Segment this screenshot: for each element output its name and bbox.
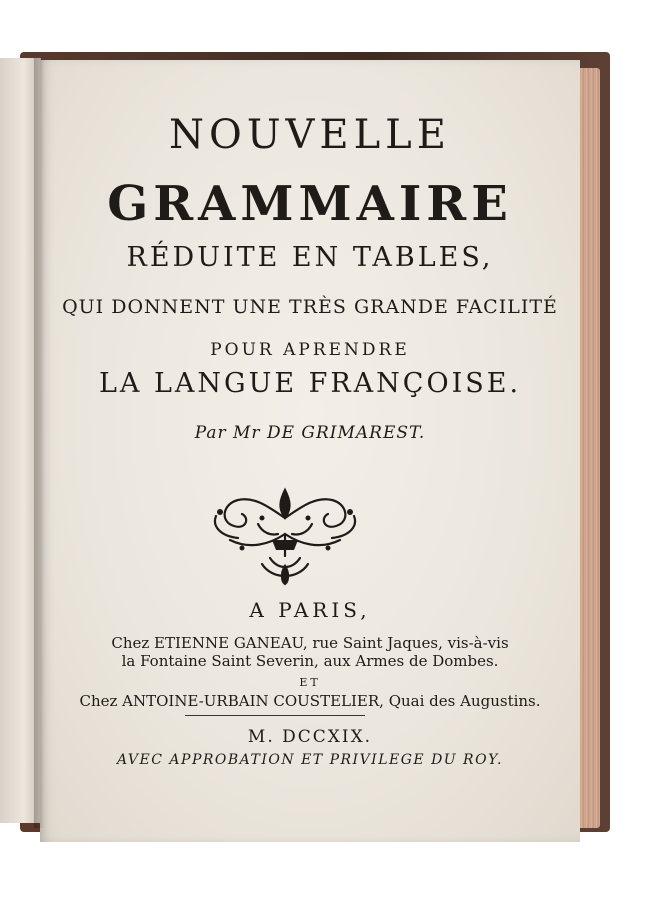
gutter-shadow xyxy=(34,58,44,828)
imprint-printer1-line2: la Fontaine Saint Severin, aux Armes de Dombes. xyxy=(121,652,499,670)
imprint-conjunction: ET xyxy=(299,676,321,689)
title-line-nouvelle: NOUVELLE xyxy=(169,112,451,158)
imprint-printer2: Chez ANTOINE-URBAIN COUSTELIER, Quai des Augustins. xyxy=(79,692,541,710)
floral-vignette-icon xyxy=(200,478,370,588)
imprint-privilege: AVEC APPROBATION ET PRIVILEGE DU ROY. xyxy=(117,752,503,768)
divider-rule xyxy=(185,715,365,716)
imprint-date: M. DCCXIX. xyxy=(247,727,373,747)
author-line: Par Mr DE GRIMAREST. xyxy=(194,423,426,443)
imprint-city: A PARIS, xyxy=(249,598,371,622)
title-line-grammaire: GRAMMAIRE xyxy=(107,176,513,232)
imprint-printer1-line1: Chez ETIENNE GANEAU, rue Saint Jaques, vis-à-vis xyxy=(111,634,509,652)
subtitle-line-aprendre: POUR APRENDRE xyxy=(210,340,410,360)
subtitle-line-langue: LA LANGUE FRANÇOISE. xyxy=(98,368,522,399)
subtitle-line-tables: RÉDUITE EN TABLES, xyxy=(126,242,494,273)
subtitle-line-facilite: QUI DONNENT UNE TRÈS GRANDE FACILITÉ xyxy=(62,296,558,318)
